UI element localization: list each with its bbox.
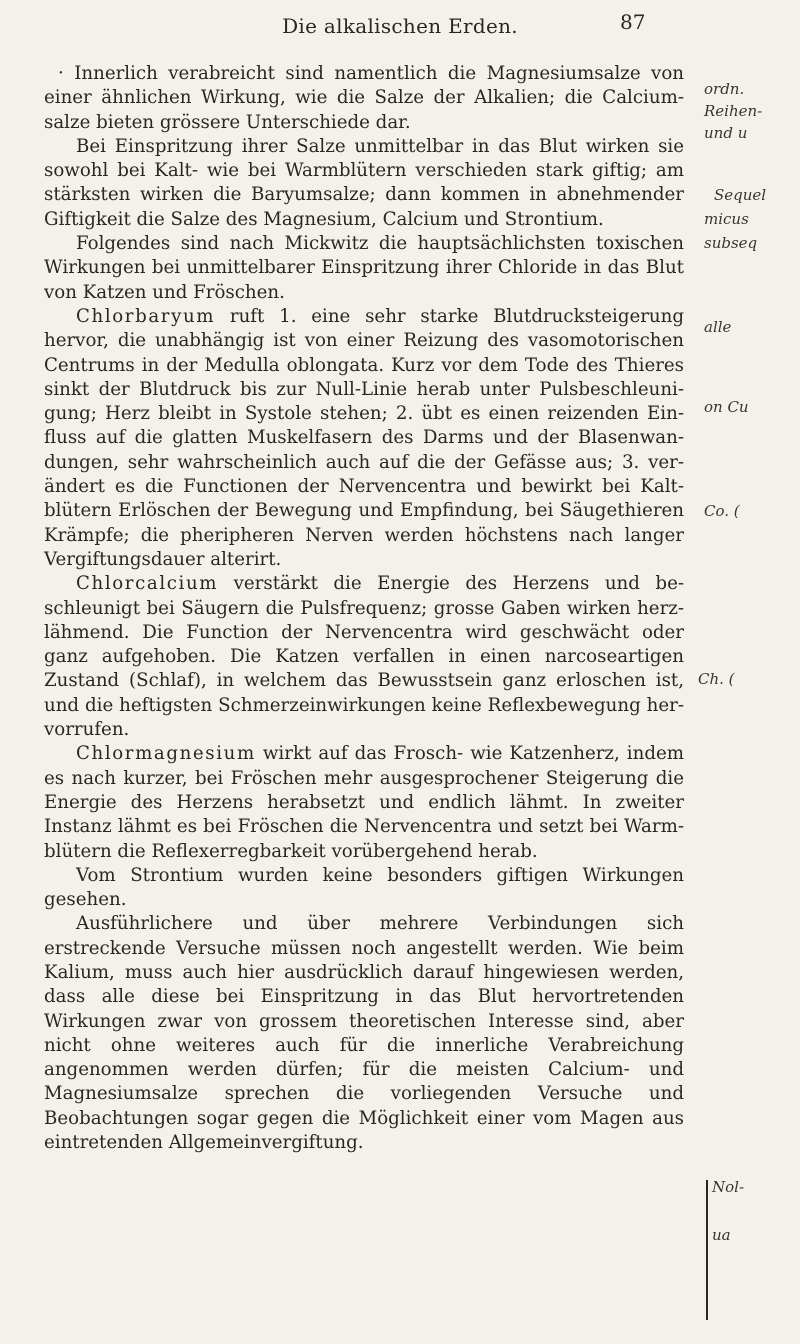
margin-note: Ch. (: [698, 670, 735, 688]
margin-note: alle: [704, 318, 732, 336]
paragraph-chlormagnesium-text: wirkt auf das Frosch- wie Katzenherz, indem es nach kurzer, bei Fröschen mehr ausgesprochener Steigerung die Energie des Herzens herabsetzt und endlich lähmt. In zweiter Instanz lähmt es bei Fröschen die Nervencentra und setzt bei Warmblütern die Reflexerregbarkeit vorübergehend herab.: [44, 743, 684, 862]
margin-note: subseq: [704, 234, 758, 252]
margin-note: micus: [704, 210, 749, 228]
margin-note: Reihen-: [704, 102, 763, 120]
margin-note: Nol-: [712, 1178, 745, 1196]
margin-note: Co. (: [704, 502, 740, 520]
paragraph-conclusion: Ausführlichere und über mehrere Verbindungen sich erstreckende Versuche müssen noch angestellt werden. Wie beim Kalium, muss auch hier ausdrücklich darauf hingewiesen werden, dass alle diese bei Einspritzung in das Blut hervortretenden Wirkungen zwar von grossem theoretischen Interesse sind, aber nicht ohne weiteres auch für die innerliche Verabreichung angenommen werden dürfen; für die meisten Calcium- und Magnesiumsalze sprechen die vorliegenden Versuche und Beobachtungen sogar gegen die Möglichkeit einer vom Magen aus eintretenden Allgemeinvergiftung.: [44, 913, 684, 1154]
paragraph-strontium: Vom Strontium wurden keine besonders giftigen Wirkungen gesehen.: [44, 864, 684, 911]
paragraph-chlorbaryum: [44, 305, 684, 572]
body-text: [44, 62, 684, 1155]
paragraph-intro: · Innerlich verabreicht sind namentlich die Magnesiumsalze von einer ähnlichen Wirkung, wie die Salze der Alkalien; die Calciumsalze bieten grössere Unterschiede dar.: [44, 63, 684, 133]
margin-note: ua: [712, 1226, 731, 1244]
term-chlormagnesium: Chlormagnesium: [76, 743, 256, 765]
margin-note: und u: [704, 124, 748, 142]
margin-note: Sequel: [714, 186, 767, 204]
paragraph-chlorcalcium: [44, 572, 684, 742]
paragraph-chlormagnesium: [44, 742, 684, 863]
paragraph-chlorcalcium-text: verstärkt die Energie des Herzens und beschleunigt bei Säugern die Pulsfrequenz; grosse Gaben wirken herzlähmend. Die Function der Nervencentra wird geschwächt oder ganz aufgehoben. Die Katzen verfallen in einen narcoseartigen Zustand (Schlaf), in welchem das Bewusstsein ganz erloschen ist, und die heftigsten Schmerzeinwirkungen keine Reflexbewegung hervorrufen.: [44, 573, 684, 741]
paragraph-injection: Bei Einspritzung ihrer Salze unmittelbar in das Blut wirken sie sowohl bei Kalt- wie bei Warmblütern verschieden stark giftig; am stärksten wirken die Baryumsalze; dann kommen in abnehmender Giftigkeit die Salze des Magnesium, Calcium und Strontium.: [44, 135, 684, 230]
term-chlorcalcium: Chlorcalcium: [76, 573, 219, 595]
margin-note: on Cu: [704, 398, 749, 416]
paragraph-chlorbaryum-text: ruft 1. eine sehr starke Blutdrucksteigerung hervor, die unabhängig ist von einer Reizung des vasomotorischen Centrums in der Medulla oblongata. Kurz vor dem Tode des Thieres sinkt der Blutdruck bis zur Null-Linie herab unter Pulsbeschleunigung; Herz bleibt in Systole stehen; 2. übt es einen reizenden Einfluss auf die glatten Muskelfasern des Darms und der Blasenwandungen, sehr wahrscheinlich auch auf die der Gefässe aus; 3. verändert es die Functionen der Nervencentra und bewirkt bei Kaltblütern Erlöschen der Bewegung und Empfindung, bei Säugethieren Krämpfe; die pheripheren Nerven werden höchstens nach langer Vergiftungsdauer alterirt.: [44, 305, 684, 570]
margin-note: ordn.: [704, 80, 745, 98]
term-chlorbaryum: Chlorbaryum: [76, 305, 216, 327]
margin-bracket-line: [706, 1180, 788, 1320]
running-title: Die alkalischen Erden.: [282, 14, 518, 38]
paragraph-mickwitz: Folgendes sind nach Mickwitz die hauptsächlichsten toxischen Wirkungen bei unmittelbarer Einspritzung ihrer Chloride in das Blut von Katzen und Fröschen.: [44, 233, 684, 303]
page-number: 87: [620, 10, 646, 34]
